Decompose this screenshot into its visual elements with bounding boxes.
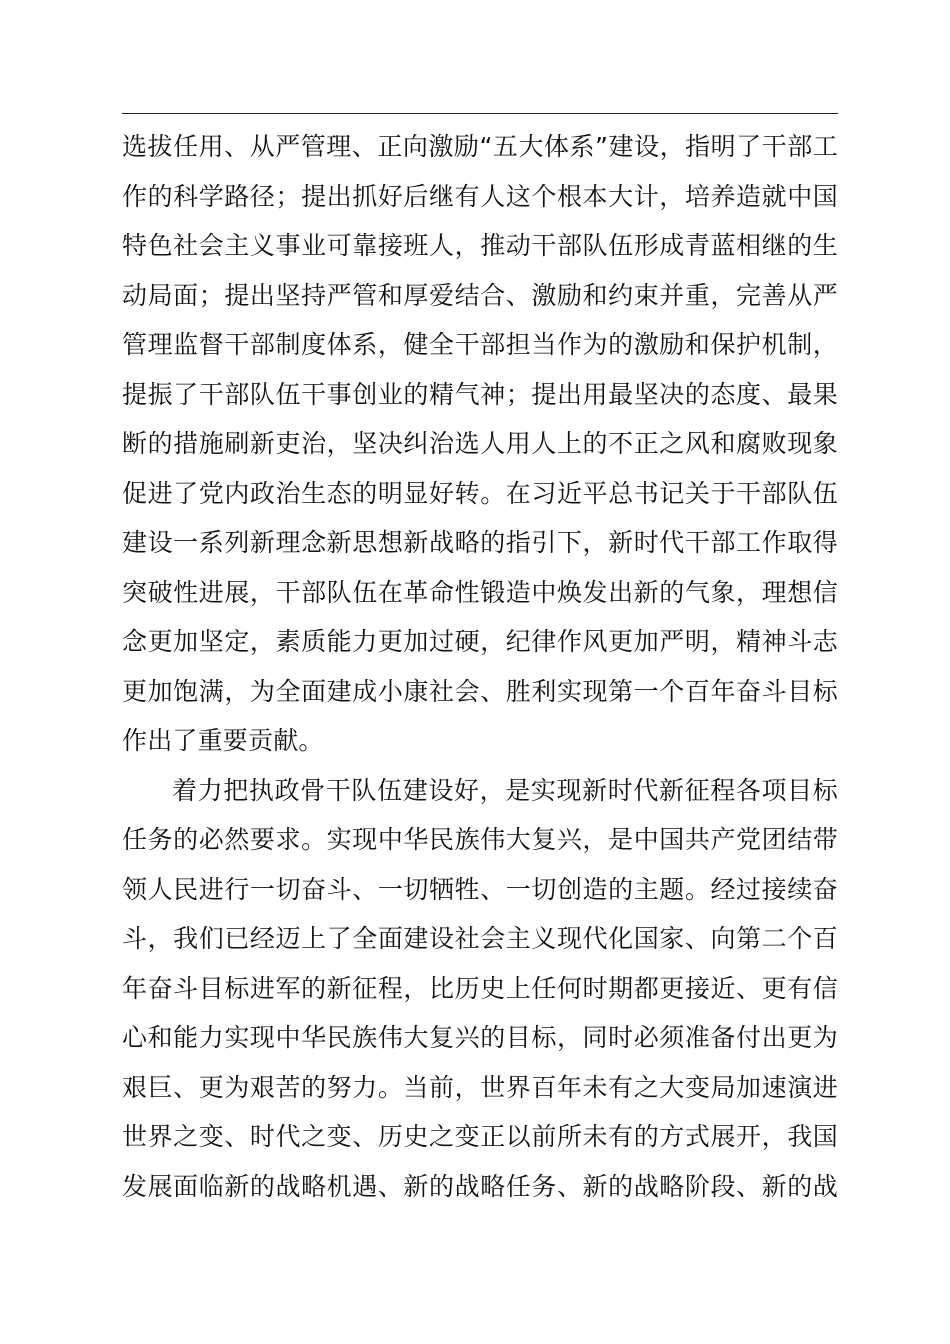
text-line: 发展面临新的战略机遇、新的战略任务、新的战略阶段、新的战: [122, 1171, 838, 1201]
text-line: 突破性进展，干部队伍在革命性锻造中焕发出新的气象，理想信: [122, 577, 838, 607]
text-line: 心和能力实现中华民族伟大复兴的目标，同时必须准备付出更为: [122, 1023, 838, 1052]
text-line: 提振了干部队伍干事创业的精气神；提出用最坚决的态度、最果: [122, 379, 838, 409]
text-line: 念更加坚定，素质能力更加过硬，纪律作风更加严明，精神斗志: [122, 627, 838, 656]
text-line: 更加饱满，为全面建成小康社会、胜利实现第一个百年奋斗目标: [122, 676, 838, 706]
text-line: 世界之变、时代之变、历史之变正以前所未有的方式展开，我国: [122, 1122, 838, 1151]
text-line: 作的科学路径；提出抓好后继有人这个根本大计，培养造就中国: [122, 181, 838, 211]
text-line: 动局面；提出坚持严管和厚爱结合、激励和约束并重，完善从严: [122, 280, 838, 310]
text-line: 艰巨、更为艰苦的努力。当前，世界百年未有之大变局加速演进: [122, 1072, 838, 1102]
paragraph-first-line: 着力把执政骨干队伍建设好，是实现新时代新征程各项目标: [172, 775, 838, 805]
text-line: 促进了党内政治生态的明显好转。在习近平总书记关于干部队伍: [122, 478, 838, 508]
header-rule: [122, 113, 838, 114]
paragraph-end-line: 作出了重要贡献。: [122, 726, 324, 755]
text-line: 管理监督干部制度体系，健全干部担当作为的激励和保护机制，: [122, 330, 838, 359]
text-line: 年奋斗目标进军的新征程，比历史上任何时期都更接近、更有信: [122, 973, 838, 1003]
text-line: 选拔任用、从严管理、正向激励“五大体系”建设，指明了干部工: [122, 132, 838, 161]
text-line: 领人民进行一切奋斗、一切牺牲、一切创造的主题。经过接续奋: [122, 874, 838, 904]
text-line: 断的措施刷新吏治，坚决纠治选人用人上的不正之风和腐败现象: [122, 429, 838, 458]
text-line: 特色社会主义事业可靠接班人，推动干部队伍形成青蓝相继的生: [122, 231, 838, 260]
text-line: 建设一系列新理念新思想新战略的指引下，新时代干部工作取得: [122, 528, 838, 557]
text-line: 任务的必然要求。实现中华民族伟大复兴，是中国共产党团结带: [122, 825, 838, 854]
text-line: 斗，我们已经迈上了全面建设社会主义现代化国家、向第二个百: [122, 924, 838, 953]
body-text: [122, 122, 838, 1211]
